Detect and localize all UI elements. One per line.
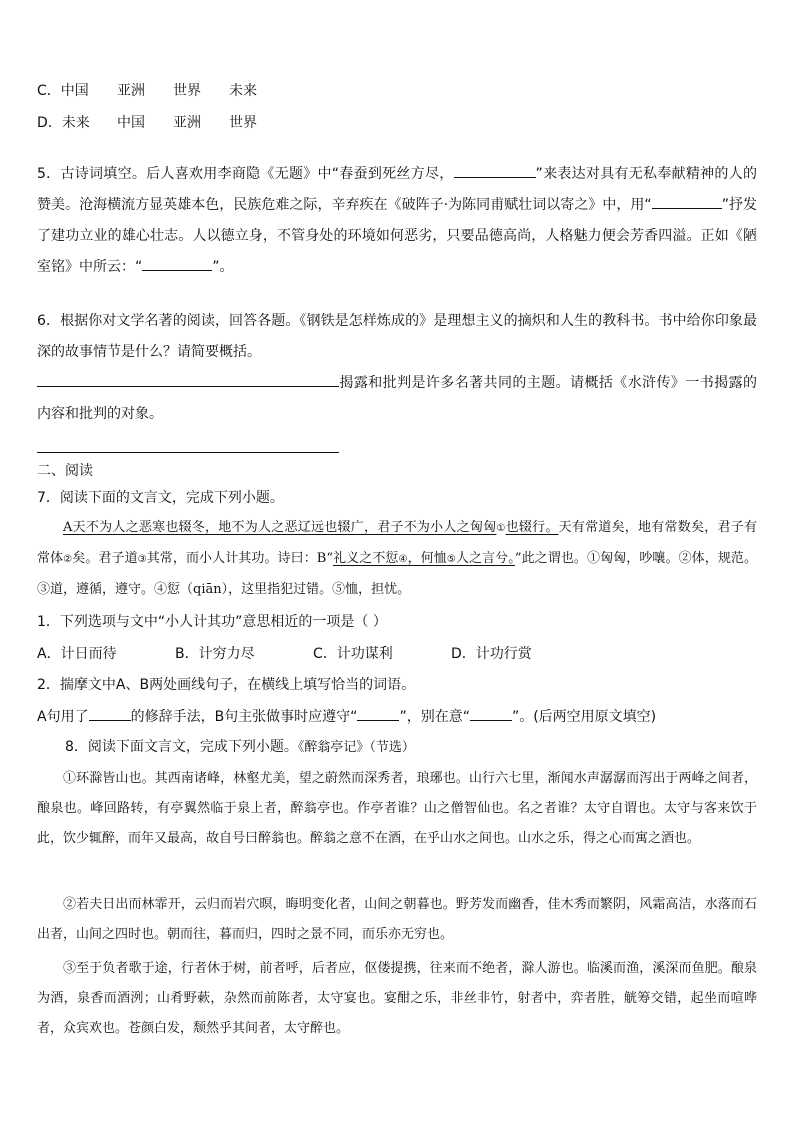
question-6 (37, 306, 757, 430)
q8-intro-row (65, 737, 757, 758)
q7-sub2-blank-2[interactable] (357, 706, 399, 721)
q7-note-marker-1: ① (496, 523, 506, 534)
section-2-title: 二、阅读 (37, 463, 93, 479)
q5-blank-1[interactable] (454, 163, 536, 178)
q7-sub2-fill (37, 706, 757, 727)
q5-text-1: 5．古诗词填空。后人喜欢用李商隐《无题》中“春蚕到死丝方尽， (37, 166, 454, 182)
q7-text-3: 其常，而小人计其功。诗曰：B“ (146, 551, 334, 566)
q8-paragraph-2: ②若夫日出而林霏开，云归而岩穴暝，晦明变化者，山间之朝暮也。野芳发而幽香，佳木秀而繁阴，风霜高洁，水落而石出者，山间之四时也。朝而往，暮而归，四时之景不同，而乐亦无穷也。 (37, 897, 757, 942)
option-d-word-3: 亚洲 (173, 115, 201, 131)
q7-option-a[interactable]: A．计日而待 (37, 646, 117, 662)
q7-option-d[interactable]: D．计功行赏 (451, 646, 532, 662)
q6-answer-line-2[interactable] (37, 452, 339, 453)
q7-note-marker-5: ⑤ (446, 554, 456, 565)
q5-blank-2[interactable] (652, 194, 722, 209)
q7-option-c[interactable]: C．计功谋利 (313, 646, 393, 662)
q8-source-title: 《醉翁亭记》（节选） (297, 740, 415, 755)
q6-second-question: 揭露和批判是许多名著共同的主题。请概括《水浒传》一书揭露的内容和批判的对象。 (37, 375, 757, 422)
q7-sentence-a-end: 也辍行。 (505, 520, 559, 535)
q7-sub1-question: 1．下列选项与文中“小人计其功”意思相近的一项是（ ） (37, 614, 387, 630)
q5-text-3: ”抒发了建功立业的雄心壮志。人以德立身，不管身处的环境如何恶劣，只要品德高尚，人格魅力便会芳香四溢。正如《陋室铭》中所云：“ (37, 197, 757, 275)
q7-text-tail: ”此之谓也。 (514, 551, 587, 566)
q7-sub1-options (37, 644, 757, 664)
q5-blank-3[interactable] (142, 256, 212, 271)
q7-sentence-b-1: 礼义之不愆 (333, 551, 399, 566)
q7-note-marker-3: ③ (137, 554, 147, 565)
q7-sub2-text-4: ”。(后两空用原文填空) (511, 709, 657, 725)
option-d-label: D．未来 (37, 115, 90, 131)
q7-note-marker-2: ② (63, 554, 73, 565)
option-c-label: C．中国 (37, 83, 89, 99)
q8-intro: 8．阅读下面文言文，完成下列小题。 (65, 739, 298, 755)
q7-sub2-blank-1[interactable] (89, 706, 131, 721)
q7-sub2-text-2: 的修辞手法，B句主张做事时应遵守“ (130, 709, 358, 725)
option-d-word-4: 世界 (229, 115, 257, 131)
q7-sentence-b-2: ，何恤 (407, 551, 447, 566)
q7-sentence-a: A天不为人之恶寒也辍冬，地不为人之恶辽远也辍广，君子不为小人之匈匈 (63, 520, 497, 535)
q7-passage (37, 513, 757, 605)
option-c-word-4: 未来 (229, 83, 257, 99)
option-c-word-2: 亚洲 (117, 83, 145, 99)
option-c-word-3: 世界 (173, 83, 201, 99)
q7-sentence-b-3: 人之言兮。 (455, 551, 515, 566)
q8-paragraph-1: ①环滁皆山也。其西南诸峰，林壑尤美，望之蔚然而深秀者，琅琊也。山行六七里，渐闻水声潺潺而泻出于两峰之间者，酿泉也。峰回路转，有亭翼然临于泉上者，醉翁亭也。作亭者谁？山之僧智仙也。名之者谁？太守自谓也。太守与客来饮于此，饮少辄醉，而年又最高，故自号曰醉翁也。醉翁之意不在酒，在乎山水之间也。山水之乐，得之心而寓之酒也。 (37, 771, 757, 846)
q6-answer-line-1[interactable] (37, 372, 339, 387)
q7-note-marker-4: ④ (398, 554, 408, 565)
option-c-row (37, 81, 757, 101)
q8-paragraph-3: ③至于负者歌于途，行者休于树，前者呼，后者应，伛偻提携，往来而不绝者，滁人游也。临溪而渔，溪深而鱼肥。酿泉为酒，泉香而酒洌；山肴野蔌，杂然而前陈者，太守宴也。宴酣之乐，非丝非竹，射者中，弈者胜，觥筹交错，起坐而喧哗者，众宾欢也。苍颜白发，颓然乎其间者，太守醉也。 (37, 961, 757, 1036)
option-d-row (37, 113, 757, 133)
q5-text-2: ”来表达对具有无私奉献精神的人的赞美。沧海横流方显英雄本色，民族危难之际，辛弃疾在《破阵子·为陈同甫赋壮词以寄之》中，用“ (37, 166, 757, 213)
q7-sub2-blank-3[interactable] (470, 706, 512, 721)
q7-sub2-question: 2．揣摩文中A、B两处画线句子，在横线上填写恰当的词语。 (37, 677, 416, 693)
q7-sub2-text-3: ”，别在意“ (399, 709, 470, 725)
q5-text-4: ”。 (212, 259, 234, 275)
q7-intro: 7．阅读下面的文言文，完成下列小题。 (37, 490, 284, 506)
q7-notes: ①匈匈，吵嚷。②体，规范。③道，遵循，遵守。④愆（qiān），这里指犯过错。⑤恤，担忧。 (37, 551, 758, 597)
option-d-word-2: 中国 (117, 115, 145, 131)
q7-text-1: 天有常道矣，地有常数矣，君子有常体 (37, 520, 757, 566)
q7-sub2-text-1: A句用了 (37, 709, 89, 725)
question-5 (37, 159, 757, 283)
q7-text-2: 矣。君子道 (72, 551, 138, 566)
q6-intro: 6．根据你对文学名著的阅读，回答各题。《钢铁是怎样炼成的》是理想主义的摘炽和人生的教科书。书中给你印象最深的故事情节是什么？请简要概括。 (37, 313, 757, 360)
q7-option-b[interactable]: B．计穷力尽 (175, 646, 255, 662)
